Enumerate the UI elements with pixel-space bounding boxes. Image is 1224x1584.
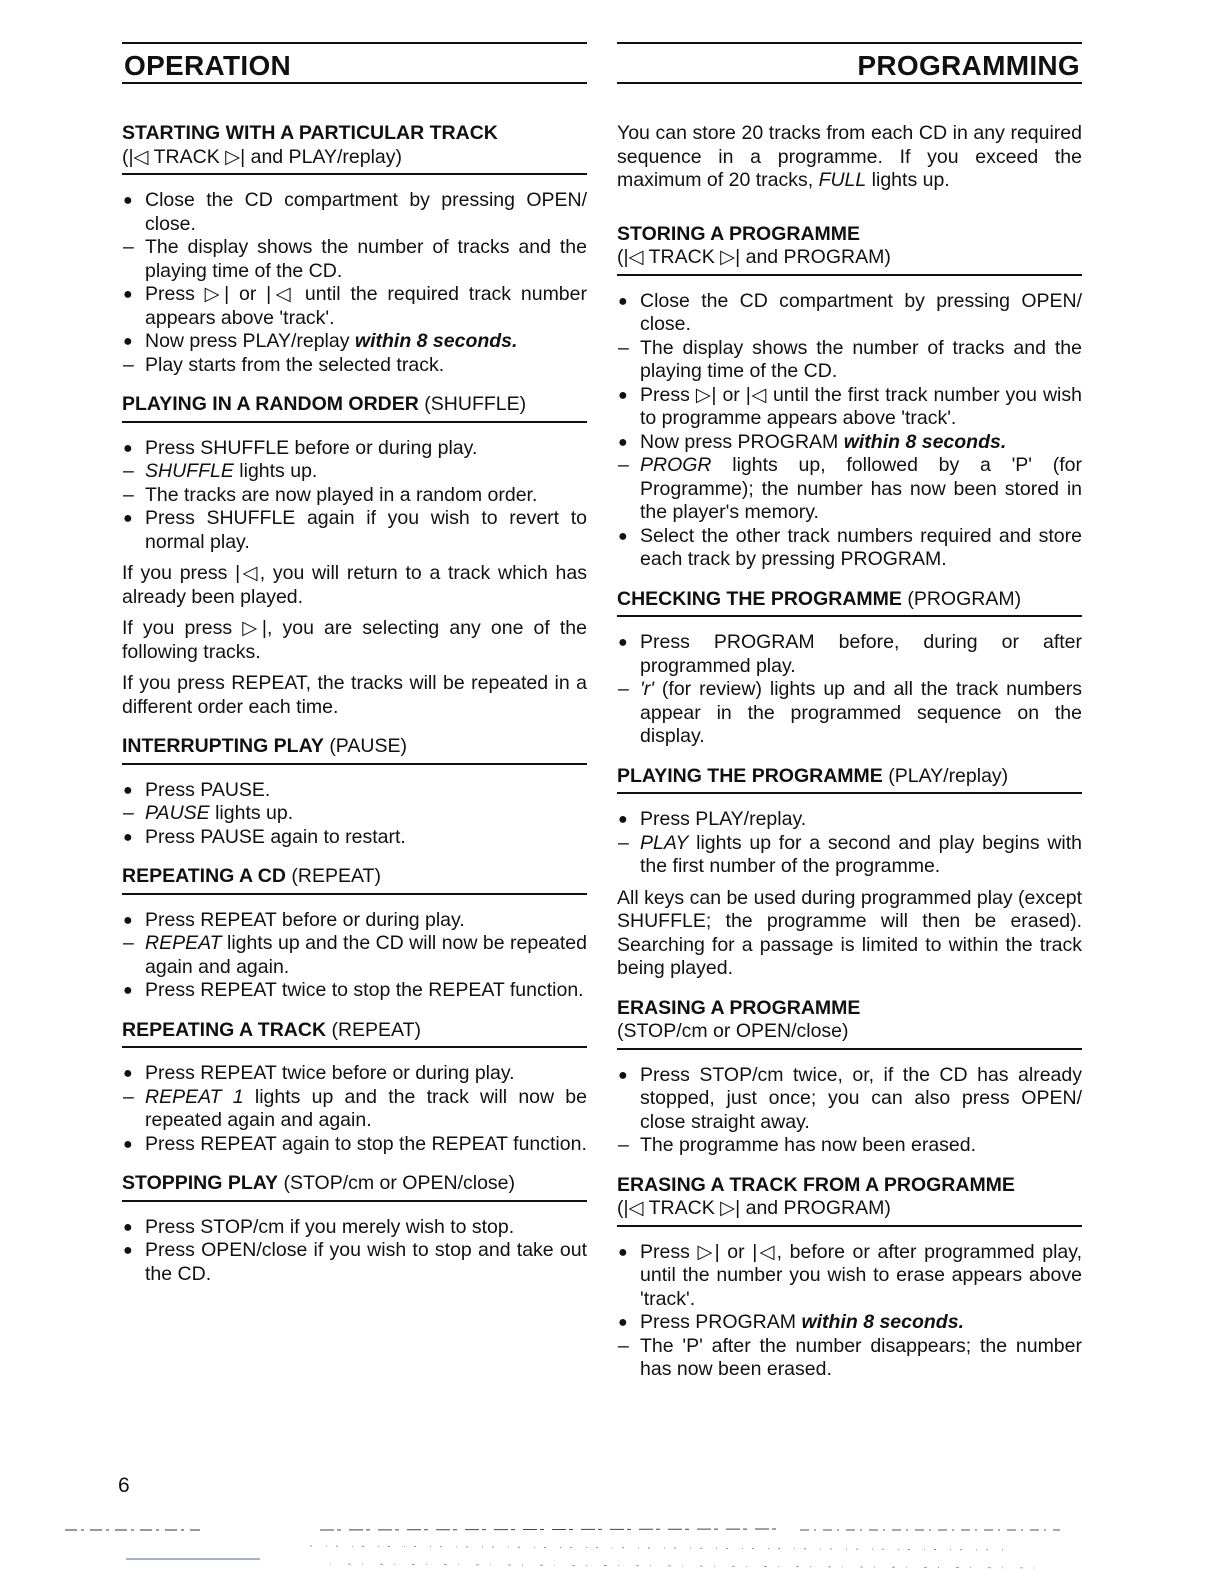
intro-italic: FULL <box>818 169 867 191</box>
item-text: Press REPEAT twice to stop the REPEAT function. <box>145 979 584 1001</box>
item-text: Press REPEAT before or during play. <box>145 908 465 931</box>
bullet-icon: ● <box>618 386 628 404</box>
display-indicator: REPEAT <box>145 932 222 954</box>
item-emphasis: within 8 seconds. <box>843 430 1007 453</box>
dash-icon: – <box>618 454 629 476</box>
instruction-item <box>617 1335 1082 1382</box>
instruction-item <box>617 832 1082 879</box>
item-text: Close the CD compartment by pressing OPEN/ close. <box>145 189 587 235</box>
bullet-icon: ● <box>618 1243 628 1261</box>
instruction-item <box>617 454 1082 525</box>
dash-icon: – <box>618 678 629 700</box>
item-text: Select the other track numbers required and store each track by pressing PROGRAM. <box>640 524 1082 570</box>
bullet-icon: ● <box>123 1135 133 1153</box>
bullet-icon: ● <box>618 1066 628 1084</box>
dash-icon: – <box>123 460 134 482</box>
item-text: The 'P' after the number disappears; the number has now been erased. <box>640 1334 1082 1380</box>
instruction-item <box>122 354 587 378</box>
section-title-suffix: (SHUFFLE) <box>424 393 527 415</box>
item-text: Press PAUSE again to restart. <box>145 825 406 848</box>
instruction-item <box>617 384 1082 431</box>
item-text: The programme has now been erased. <box>640 1134 977 1156</box>
instruction-list <box>122 909 587 1003</box>
instruction-list <box>617 1064 1082 1158</box>
instruction-list <box>122 779 587 850</box>
section-heading <box>617 997 1082 1050</box>
dash-icon: – <box>618 1134 629 1156</box>
instruction-item <box>122 1086 587 1133</box>
scan-noise <box>60 1524 1100 1574</box>
instruction-list <box>122 437 587 555</box>
section <box>617 997 1082 1158</box>
bullet-icon: ● <box>618 433 628 451</box>
instruction-item <box>617 337 1082 384</box>
instruction-item <box>122 779 587 803</box>
item-text: The display shows the number of tracks and the playing time of the CD. <box>145 236 587 282</box>
instruction-item <box>122 460 587 484</box>
section-subtitle: (STOP/cm or OPEN/close) <box>617 1020 849 1042</box>
item-text: Press SHUFFLE before or during play. <box>145 436 478 459</box>
item-text: Press PROGRAM before, during or after programmed play. <box>640 631 1082 677</box>
item-text: Press PAUSE. <box>145 778 271 801</box>
dash-icon: – <box>123 802 134 824</box>
bullet-icon: ● <box>123 1218 133 1236</box>
bullet-icon: ● <box>123 828 133 846</box>
section-title: PLAYING IN A RANDOM ORDER <box>122 393 419 415</box>
item-text: Now press PLAY/replay <box>145 330 350 352</box>
bullet-icon: ● <box>618 292 628 310</box>
display-indicator: PROGR <box>640 454 712 476</box>
bullet-icon: ● <box>123 192 133 209</box>
left-column <box>122 42 587 1302</box>
instruction-item <box>122 437 587 461</box>
section-title-suffix: (STOP/cm or OPEN/close) <box>283 1172 515 1194</box>
section <box>122 1019 587 1157</box>
section-heading <box>122 122 587 175</box>
instruction-list <box>122 1062 587 1156</box>
bullet-icon: ● <box>618 634 628 651</box>
operation-heading: OPERATION <box>124 50 292 81</box>
item-text: lights up, followed by a 'P' (for Programme); the number has now been stored in the player's memory. <box>640 454 1083 523</box>
section-title: PLAYING THE PROGRAMME <box>617 764 883 787</box>
left-content <box>122 84 587 1286</box>
instruction-item <box>617 1064 1082 1135</box>
instruction-item <box>122 979 587 1003</box>
item-text: lights up for a second and play begins with the first number of the programme. <box>640 831 1082 877</box>
section-title: STARTING WITH A PARTICULAR TRACK <box>122 122 498 144</box>
bullet-icon: ● <box>123 1065 133 1082</box>
dash-icon: – <box>123 236 134 258</box>
section-heading <box>122 1019 587 1049</box>
bullet-icon: ● <box>123 982 133 999</box>
section-title: INTERRUPTING PLAY <box>122 735 324 757</box>
item-text: The tracks are now played in a random order. <box>145 483 538 506</box>
dash-icon: – <box>618 831 629 854</box>
section-title: CHECKING THE PROGRAMME <box>617 587 902 610</box>
item-text: Press STOP/cm twice, or, if the CD has already stopped, just once; you can also press OPEN/ close straight away. <box>640 1063 1082 1133</box>
display-indicator: SHUFFLE <box>145 460 234 482</box>
item-text: Press STOP/cm if you merely wish to stop. <box>145 1215 515 1238</box>
instruction-list <box>617 290 1082 572</box>
section <box>122 735 587 849</box>
item-text: Play starts from the selected track. <box>145 353 445 376</box>
item-text: Now press PROGRAM <box>640 430 839 453</box>
item-text: Press ▷| or |◁, before or after programmed play, until the number you wish to erase appears above 'track'. <box>640 1240 1082 1310</box>
section-heading <box>122 865 587 895</box>
bullet-icon: ● <box>618 1314 628 1331</box>
section-title: STOPPING PLAY <box>122 1172 279 1194</box>
instruction-item <box>122 1133 587 1157</box>
page-number: 6 <box>118 1474 130 1497</box>
item-text: Press PLAY/replay. <box>640 808 807 830</box>
instruction-item <box>617 431 1082 455</box>
instruction-item <box>122 484 587 508</box>
instruction-item <box>617 1311 1082 1335</box>
section-heading <box>122 735 587 765</box>
section-heading <box>122 1172 587 1202</box>
instruction-list <box>122 189 587 377</box>
instruction-list <box>122 1216 587 1287</box>
dash-icon: – <box>123 1085 134 1108</box>
display-indicator: REPEAT 1 <box>145 1085 244 1108</box>
section-title: REPEATING A CD <box>122 865 286 887</box>
display-indicator: PLAY <box>640 831 689 854</box>
item-text: lights up. <box>215 802 294 824</box>
section-title: REPEATING A TRACK <box>122 1018 327 1041</box>
dash-icon: – <box>123 353 134 376</box>
bullet-icon: ● <box>123 1242 133 1259</box>
item-text: lights up. <box>239 460 318 482</box>
instruction-item <box>122 236 587 283</box>
item-text: Press PROGRAM <box>640 1311 797 1333</box>
instruction-item <box>617 678 1082 749</box>
instruction-item <box>617 1241 1082 1312</box>
section <box>617 765 1082 981</box>
section-subtitle: (|◁ TRACK ▷| and PROGRAM) <box>617 246 891 268</box>
section <box>122 1172 587 1286</box>
section <box>122 393 587 719</box>
section-title: ERASING A TRACK FROM A PROGRAMME <box>617 1173 1015 1196</box>
section <box>122 865 587 1003</box>
instruction-item <box>122 802 587 826</box>
instruction-item <box>617 808 1082 832</box>
bullet-icon: ● <box>123 510 133 527</box>
section-title-suffix: (REPEAT) <box>291 865 381 887</box>
dash-icon: – <box>618 336 629 359</box>
right-column <box>617 42 1082 1398</box>
instruction-item <box>122 189 587 236</box>
programming-heading: PROGRAMMING <box>857 50 1080 81</box>
item-text: Press ▷| or |◁ until the first track number you wish to programme appears above 'track'. <box>640 383 1082 429</box>
intro-text-end: lights up. <box>871 169 950 191</box>
section-title-suffix: (PAUSE) <box>329 735 407 757</box>
item-text: Press ▷| or |◁ until the required track number appears above 'track'. <box>145 283 587 329</box>
right-column-header <box>617 42 1082 84</box>
item-text: Close the CD compartment by pressing OPEN/ close. <box>640 289 1082 335</box>
section-heading <box>617 765 1082 795</box>
dash-icon: – <box>123 932 134 954</box>
instruction-item <box>122 1239 587 1286</box>
instruction-item <box>122 330 587 354</box>
instruction-item <box>617 290 1082 337</box>
section-title-suffix: (PLAY/replay) <box>888 764 1009 787</box>
bullet-icon: ● <box>123 781 133 799</box>
instruction-item <box>617 631 1082 678</box>
instruction-list <box>617 1241 1082 1382</box>
instruction-list <box>617 631 1082 749</box>
section-title: STORING A PROGRAMME <box>617 222 861 245</box>
section-heading <box>617 223 1082 276</box>
display-indicator: 'r' <box>640 678 654 700</box>
section-subtitle: (|◁ TRACK ▷| and PROGRAM) <box>617 1197 891 1219</box>
item-text: Press REPEAT again to stop the REPEAT function. <box>145 1132 587 1155</box>
instruction-item <box>122 507 587 554</box>
instruction-item <box>122 909 587 933</box>
instruction-item <box>617 525 1082 572</box>
section-title-suffix: (PROGRAM) <box>907 587 1022 610</box>
item-text: (for review) lights up and all the track numbers appear in the programmed sequence on the display. <box>640 678 1083 747</box>
section-subtitle: (|◁ TRACK ▷| and PLAY/replay) <box>122 145 402 168</box>
bullet-icon: ● <box>123 286 133 303</box>
left-column-header <box>122 42 587 84</box>
instruction-item <box>122 283 587 330</box>
note-paragraph: If you press ▷|, you are selecting any one of the following tracks. <box>122 617 587 663</box>
section-title-suffix: (REPEAT) <box>331 1018 422 1041</box>
bullet-icon: ● <box>618 527 628 545</box>
note-paragraph: If you press |◁, you will return to a track which has already been played. <box>122 562 587 608</box>
instruction-item <box>122 932 587 979</box>
item-text: lights up and the track will now be repeated again and again. <box>145 1085 588 1131</box>
instruction-list <box>617 808 1082 879</box>
note-paragraph: All keys can be used during programmed play (except SHUFFLE; the programme will then be erased). Searching for a passage is limited to within the track being played. <box>617 886 1082 979</box>
intro-text: You can store 20 tracks from each CD in any required sequence in a programme. If you exceed the maximum of 20 tracks, <box>617 122 1082 191</box>
section-heading <box>122 393 587 423</box>
instruction-item <box>122 1216 587 1240</box>
item-emphasis: within 8 seconds. <box>354 330 518 352</box>
bullet-icon: ● <box>123 333 133 350</box>
right-content <box>617 84 1082 1382</box>
item-text: The display shows the number of tracks and the playing time of the CD. <box>640 336 1082 382</box>
section <box>617 588 1082 749</box>
instruction-item <box>122 1062 587 1086</box>
section-heading <box>617 1174 1082 1227</box>
note-paragraph: If you press REPEAT, the tracks will be repeated in a different order each time. <box>122 672 587 718</box>
dash-icon: – <box>123 483 134 506</box>
instruction-item <box>617 1134 1082 1158</box>
item-text: lights up and the CD will now be repeated again and again. <box>145 932 587 978</box>
section <box>617 223 1082 572</box>
dash-icon: – <box>618 1334 629 1357</box>
bullet-icon: ● <box>123 911 133 929</box>
programming-intro <box>617 122 1082 193</box>
item-text: Press OPEN/close if you wish to stop and take out the CD. <box>145 1239 587 1285</box>
section-heading <box>617 588 1082 618</box>
item-text: Press SHUFFLE again if you wish to revert to normal play. <box>145 507 587 553</box>
item-emphasis: within 8 seconds. <box>801 1311 964 1333</box>
bullet-icon: ● <box>618 811 628 828</box>
section-title: ERASING A PROGRAMME <box>617 996 861 1019</box>
section <box>122 122 587 377</box>
section <box>617 1174 1082 1382</box>
instruction-item <box>122 826 587 850</box>
display-indicator: PAUSE <box>145 802 210 824</box>
item-text: Press REPEAT twice before or during play. <box>145 1062 515 1084</box>
bullet-icon: ● <box>123 439 133 457</box>
